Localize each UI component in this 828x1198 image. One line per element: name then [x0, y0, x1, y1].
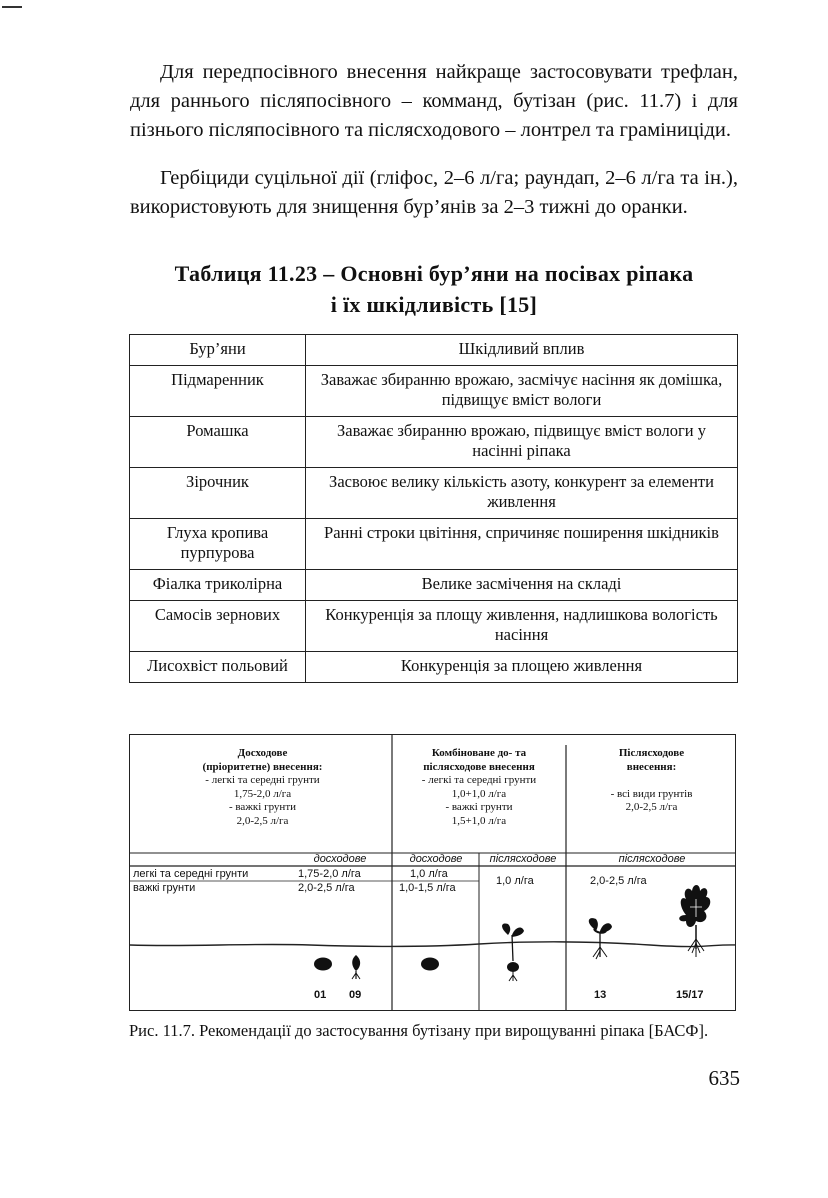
paragraph-herbicide-timing: Для передпосівного внесення найкраще застосовувати трефлан, для раннього післяпосівного – комманд, бутізан (рис. 11.7) і для пізнього післяпосівного та післясходового – лонтрел та граміниціди.: [130, 61, 738, 141]
bbch-15-17: 15/17: [676, 989, 704, 1001]
combined-title: Комбіноване до- та: [431, 747, 527, 759]
pre-light-rate: 1,75-2,0 л/га: [233, 787, 292, 800]
rate-pre-light: 1,75-2,0 л/га: [298, 868, 361, 880]
column-header-weeds: Бур’яни: [130, 335, 306, 366]
weed-name: Фіалка триколірна: [130, 570, 306, 601]
table-title-line1: Таблиця 11.23 – Основні бур’яни на посівах ріпака: [174, 261, 694, 286]
post-emergence-title: Післясходове: [618, 747, 685, 759]
table-header-row: [130, 335, 738, 366]
table-row: [130, 366, 738, 417]
post-all-soils: - всі види грунтів: [610, 787, 693, 800]
weeds-table: [129, 334, 738, 683]
combined-light-soils: - легкі та середні грунти: [421, 774, 537, 786]
seed-icon: [314, 958, 332, 971]
paragraph-total-herbicides: Гербіциди суцільної дії (гліфос, 2–6 л/га; раундап, 2–6 л/га та ін.), використовують для знищення бур’янів за 2–3 тижні до оранки.: [130, 167, 738, 218]
weed-name: Самосів зернових: [130, 601, 306, 652]
stage-label-post: післясходове: [618, 853, 686, 865]
soil-line: [130, 942, 736, 947]
stage-label-comb-pre: досходове: [409, 853, 463, 865]
table-row: [130, 652, 738, 683]
weed-name: Підмаренник: [130, 366, 306, 417]
pre-heavy-rate: 2,0-2,5 л/га: [236, 814, 289, 827]
bbch-13: 13: [594, 989, 607, 1001]
weed-harm: Ранні строки цвітіння, спричиняє поширення шкідників: [306, 519, 738, 570]
weed-harm: Велике засмічення на складі: [306, 570, 738, 601]
combined-light-rate: 1,0+1,0 л/га: [451, 787, 507, 800]
page-number: 635: [708, 1066, 740, 1090]
figure-caption-label: Рис. 11.7.: [129, 1021, 195, 1040]
butisan-recommendation-figure: [129, 734, 736, 1011]
pre-emergence-title: Досходове: [237, 747, 288, 759]
row-label-light: легкі та середні грунти: [133, 868, 249, 880]
table-row: [130, 519, 738, 570]
table-row: [130, 570, 738, 601]
table-title: [130, 258, 738, 320]
post-rate: 2,0-2,5 л/га: [625, 801, 678, 813]
bbch-09: 09: [349, 989, 362, 1001]
pre-heavy-soils: - важкі грунти: [228, 801, 297, 813]
pre-emergence-subtitle: (пріоритетне) внесення:: [202, 760, 323, 773]
weed-harm: Засвоює велику кількість азоту, конкурент за елементи живлення: [306, 468, 738, 519]
stage-label-pre: досходове: [313, 853, 367, 865]
column-header-harm: Шкідливий вплив: [306, 335, 738, 366]
bbch-01: 01: [314, 989, 327, 1001]
table-row: [130, 417, 738, 468]
rate-post: 2,0-2,5 л/га: [590, 875, 647, 887]
post-emergence-block: [568, 747, 735, 815]
rate-comb-post: 1,0 л/га: [496, 875, 534, 887]
figure-caption-text: Рекомендації до застосування бутізану при вирощуванні ріпака [БАСФ].: [194, 1021, 709, 1040]
weed-harm: Конкуренція за площу живлення, надлишкова вологість насіння: [306, 601, 738, 652]
pre-emergence-block: [140, 747, 385, 828]
combined-heavy-soils: - важкі грунти: [445, 801, 513, 813]
weed-name: Глуха кропива пурпурова: [130, 519, 306, 570]
weed-name: Ромашка: [130, 417, 306, 468]
combined-heavy-rate: 1,5+1,0 л/га: [451, 814, 507, 827]
seedling-icon: [502, 924, 524, 981]
weed-harm: Заважає збиранню врожаю, засмічує насіння як домішка, підвищує вміст вологи: [306, 366, 738, 417]
rate-pre-heavy: 2,0-2,5 л/га: [298, 882, 355, 894]
rate-comb-pre-light: 1,0 л/га: [410, 868, 448, 880]
weed-name: Зірочник: [130, 468, 306, 519]
seedling-13-icon: [589, 918, 612, 959]
pre-light-soils: - легкі та середні грунти: [205, 774, 320, 786]
stage-label-comb-post: післясходове: [489, 853, 557, 865]
scan-mark: [2, 6, 22, 8]
weed-name: Лисохвіст польовий: [130, 652, 306, 683]
table-row: [130, 468, 738, 519]
weed-harm: Заважає збиранню врожаю, підвищує вміст вологи у насінні ріпака: [306, 417, 738, 468]
table-title-line2: і їх шкідливість [15]: [330, 292, 538, 317]
figure-caption: [129, 1021, 749, 1041]
post-emergence-subtitle: внесення:: [626, 760, 677, 773]
rate-comb-pre-heavy: 1,0-1,5 л/га: [399, 882, 456, 894]
combined-subtitle: післясходове внесення: [423, 760, 535, 773]
row-label-heavy: важкі грунти: [133, 882, 196, 894]
seed-icon: [421, 958, 439, 971]
germinating-seed-icon: [352, 955, 360, 979]
combined-block: [394, 747, 564, 828]
weed-harm: Конкуренція за площею живлення: [306, 652, 738, 683]
table-row: [130, 601, 738, 652]
